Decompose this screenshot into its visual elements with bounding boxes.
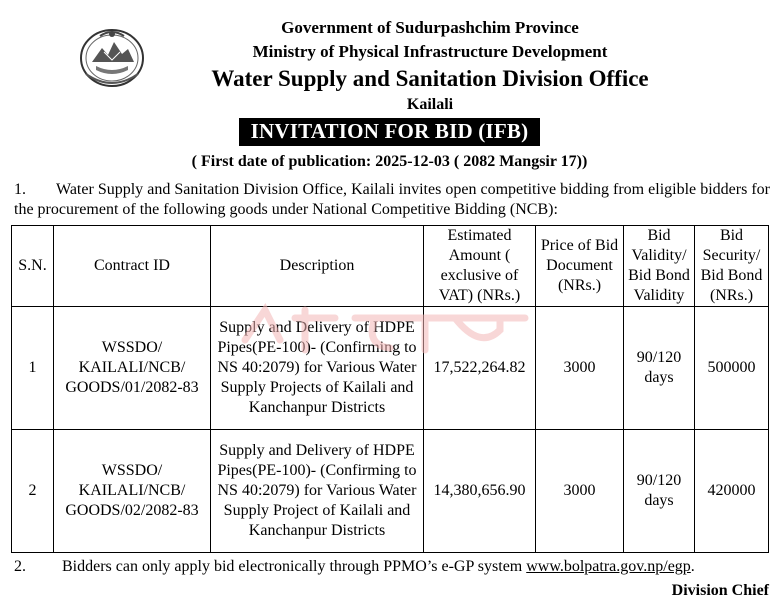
cell-doc-price: 3000 [536,430,624,553]
egp-link[interactable]: www.bolpatra.gov.np/egp [526,558,691,575]
publication-date: ( First date of publication: 2025-12-03 ( 2082 Mangsir 17)) [191,153,588,170]
cell-security: 420000 [695,430,769,553]
cell-contract-id: WSSDO/ KAILALI/NCB/ GOODS/02/2082-83 [54,430,211,553]
table-row [12,430,769,553]
col-header: Description [211,226,424,307]
paragraph-2-number: 2. [14,558,26,575]
nepal-emblem-icon [78,22,146,90]
col-header: Price of Bid Document (NRs.) [536,226,624,307]
bid-table [11,225,769,553]
col-header: S.N. [12,226,54,307]
ifb-title: INVITATION FOR BID (IFB) [239,118,541,146]
paragraph-2-tail: . [690,558,695,575]
cell-security: 500000 [695,307,769,430]
paragraph-1-text: Water Supply and Sanitation Division Office, Kailali invites open competitive bidding from eligible bidders for the procurement of the following goods under National Competitive Bidding (NCB): [14,181,770,218]
cell-validity: 90/120 days [624,430,695,553]
paragraph-2 [14,558,695,576]
cell-amount: 17,522,264.82 [424,307,536,430]
cell-sn: 1 [12,307,54,430]
cell-description: Supply and Delivery of HDPE Pipes(PE-100)- (Confirming to NS 40:2079) for Various Water Supply Projects of Kailali and Kanchanpur Districts [211,307,424,430]
ifb-title-wrap [0,118,779,146]
col-header: Bid Security/ Bid Bond (NRs.) [695,226,769,307]
col-header: Bid Validity/ Bid Bond Validity [624,226,695,307]
table-row [12,307,769,430]
office-name: Water Supply and Sanitation Division Office [211,66,649,91]
col-header: Contract ID [54,226,211,307]
signature-title: Division Chief [671,582,769,599]
government-line: Government of Sudurpashchim Province [281,18,579,37]
paragraph-1-number: 1. [14,181,26,198]
cell-contract-id: WSSDO/ KAILALI/NCB/ GOODS/01/2082-83 [54,307,211,430]
cell-description: Supply and Delivery of HDPE Pipes(PE-100)- (Confirming to NS 40:2079) for Various Water Supply Project of Kailali and Kanchanpur Districts [211,430,424,553]
table-header-row [12,226,769,307]
ministry-line: Ministry of Physical Infrastructure Development [252,42,608,61]
col-header: Estimated Amount ( exclusive of VAT) (NRs.) [424,226,536,307]
paragraph-1 [14,180,770,220]
cell-sn: 2 [12,430,54,553]
cell-validity: 90/120 days [624,307,695,430]
cell-amount: 14,380,656.90 [424,430,536,553]
cell-doc-price: 3000 [536,307,624,430]
paragraph-2-text: Bidders can only apply bid electronically through PPMO’s e-GP system [62,558,527,575]
office-location: Kailali [406,96,454,113]
